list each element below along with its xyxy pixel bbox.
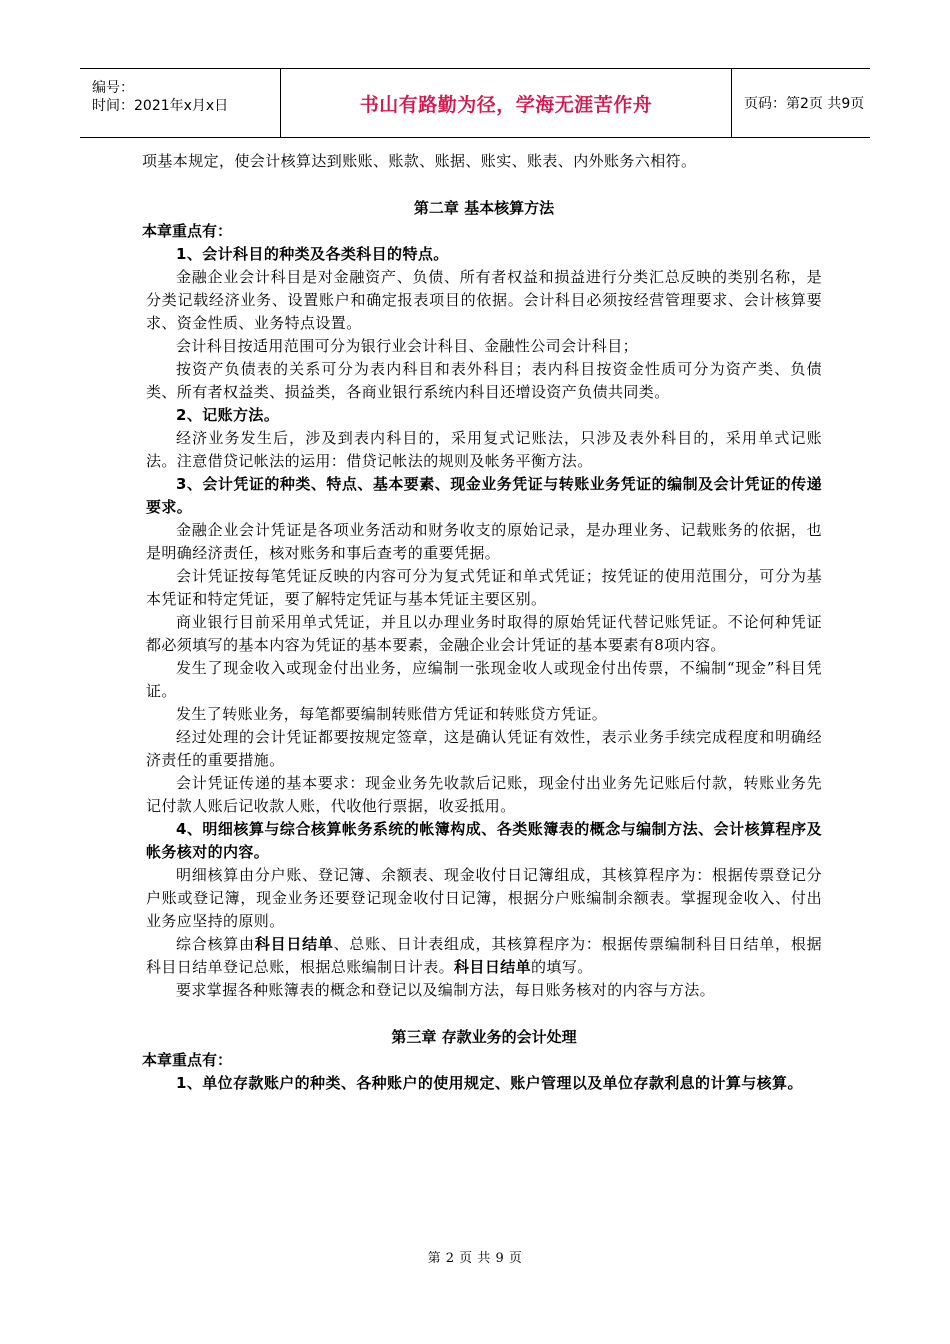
paragraph: 经济业务发生后，涉及到表内科目的，采用复式记账法，只涉及表外科目的，采用单式记账法。注意借贷记帐法的运用：借贷记帐法的规则及帐务平衡方法。: [146, 429, 822, 470]
document-time-label: 时间：2021年x月x日: [92, 98, 229, 114]
paragraph: 发生了现金收入或现金付出业务，应编制一张现金收人或现金付出传票，不编制“现金”科目凭证。: [146, 659, 822, 700]
chapter-3-key-points-label: 本章重点有：: [142, 1051, 233, 1069]
chapter-2-key-points-label: 本章重点有：: [142, 222, 233, 240]
paragraph: 经过处理的会计凭证都要按规定签章，这是确认凭证有效性，表示业务手续完成程度和明确经济责任的重要措施。: [146, 728, 822, 769]
page-footer: 第 2 页 共 9 页: [427, 1251, 523, 1266]
paragraph: 会计凭证按每笔凭证反映的内容可分为复式凭证和单式凭证；按凭证的使用范围分，可分为基本凭证和特定凭证，要了解特定凭证与基本凭证主要区别。: [146, 567, 822, 608]
paragraph: [146, 933, 822, 979]
document-body: [142, 150, 822, 1095]
chapter-2-key-point-2: 2、记账方法。: [176, 406, 280, 424]
intro-paragraph: 项基本规定，使会计核算达到账账、账款、账据、账实、账表、内外账务六相符。: [142, 152, 697, 170]
motto-text: 书山有路勤为径，学海无涯苦作舟: [359, 93, 653, 116]
document-header: [80, 68, 870, 138]
chapter-2-key-point-3: 3、会计凭证的种类、特点、基本要素、现金业务凭证与转账业务凭证的编制及会计凭证的传递要求。: [146, 475, 822, 516]
text-run: 、总账、日计表组成，其核算程序为：根据传票编制科目日结单，根据科目日结单登记总账，根据总账编制日计表。: [146, 935, 822, 976]
emphasis-term: 科目日结单: [254, 935, 334, 953]
paragraph: 金融企业会计科目是对金融资产、负债、所有者权益和损益进行分类汇总反映的类别名称，是分类记载经济业务、设置账户和确定报表项目的依据。会计科目必须按经营管理要求、会计核算要求、资金性质、业务特点设置。: [146, 268, 822, 332]
document-number-label: 编号：: [92, 80, 134, 96]
emphasis-term: 科目日结单: [454, 958, 532, 976]
chapter-2-key-point-4: 4、明细核算与综合核算帐务系统的帐簿构成、各类账簿表的概念与编制方法、会计核算程序及帐务核对的内容。: [146, 820, 822, 861]
paragraph: 要求掌握各种账簿表的概念和登记以及编制方法，每日账务核对的内容与方法。: [176, 981, 716, 999]
header-page-label: 页码：第2页 共9页: [744, 96, 865, 112]
paragraph: 金融企业会计凭证是各项业务活动和财务收支的原始记录，是办理业务、记载账务的依据，也是明确经济责任，核对账务和事后查考的重要凭据。: [146, 521, 822, 562]
paragraph: 商业银行目前采用单式凭证，并且以办理业务时取得的原始凭证代替记账凭证。不论何种凭证都必须填写的基本内容为凭证的基本要素，金融企业会计凭证的基本要素有8项内容。: [146, 613, 822, 654]
text-run: 的填写。: [531, 958, 593, 976]
text-run: 综合核算由: [176, 935, 255, 953]
chapter-2-title: 第二章 基本核算方法: [413, 199, 555, 217]
paragraph: 发生了转账业务，每笔都要编制转账借方凭证和转账贷方凭证。: [176, 705, 608, 723]
paragraph: 明细核算由分户账、登记簿、余额表、现金收付日记簿组成，其核算程序为：根据传票登记分户账或登记簿，现金业务还要登记现金收付日记簿，根据分户账编制余额表。掌握现金收入、付出业务应坚持的原则。: [146, 866, 822, 930]
paragraph: 会计凭证传递的基本要求：现金业务先收款后记账，现金付出业务先记账后付款，转账业务先记付款人账后记收款人账，代收他行票据，收妥抵用。: [146, 774, 822, 815]
paragraph: 按资产负债表的关系可分为表内科目和表外科目；表内科目按资金性质可分为资产类、负债类、所有者权益类、损益类，各商业银行系统内科目还增设资产负债共同类。: [146, 360, 822, 401]
chapter-2-key-point-1: 1、会计科目的种类及各类科目的特点。: [176, 245, 449, 263]
header-motto-cell: [280, 69, 732, 137]
header-meta-cell: [80, 69, 280, 137]
paragraph: 会计科目按适用范围可分为银行业会计科目、金融性公司会计科目；: [176, 337, 639, 355]
chapter-3-key-point-1: 1、单位存款账户的种类、各种账户的使用规定、账户管理以及单位存款利息的计算与核算。: [176, 1074, 803, 1092]
header-page-cell: [730, 69, 870, 137]
chapter-3-title: 第三章 存款业务的会计处理: [391, 1028, 577, 1046]
